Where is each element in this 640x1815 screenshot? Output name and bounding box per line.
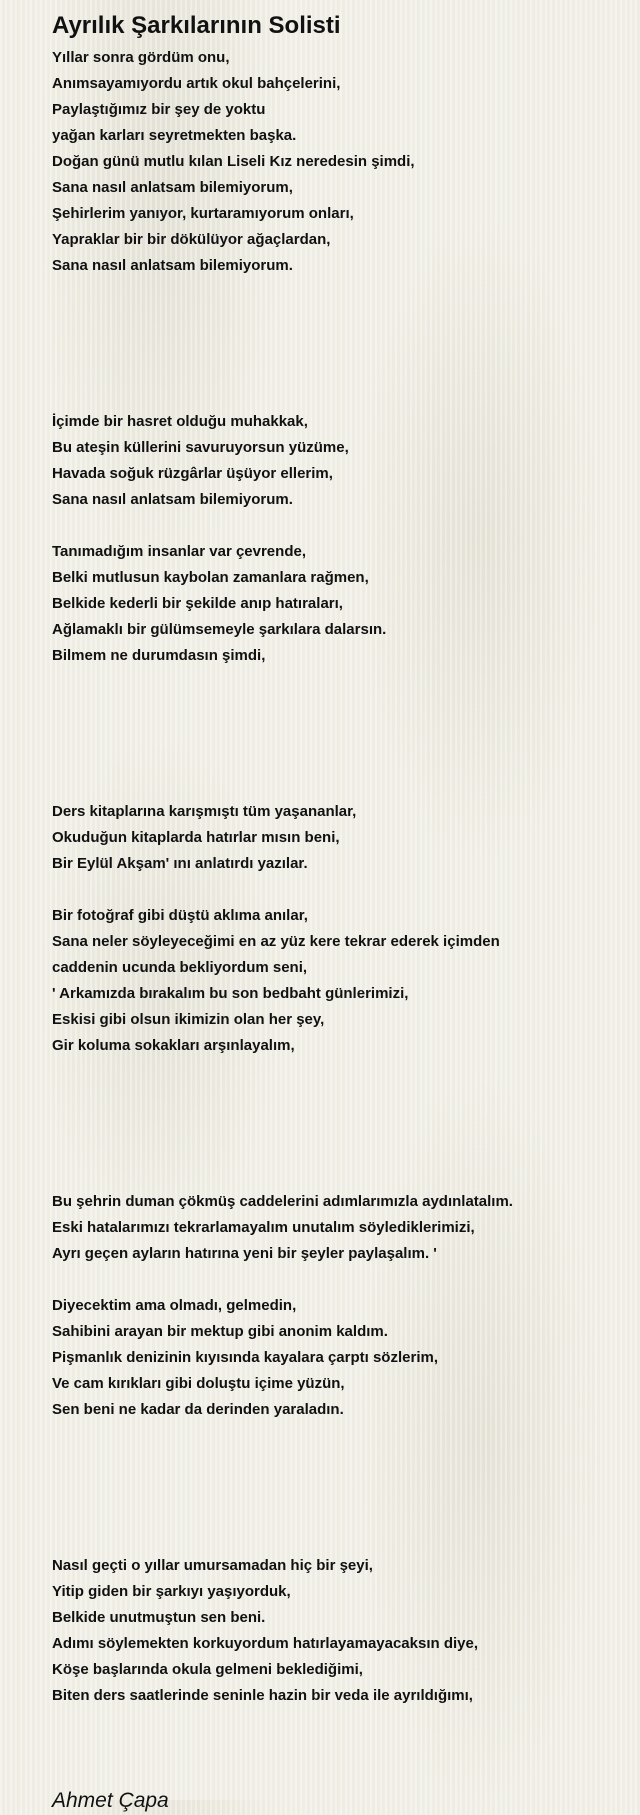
stanza (52, 799, 632, 877)
poem-line: Yıllar sonra gördüm onu, (52, 49, 230, 66)
stanza (52, 903, 632, 1059)
poem-line: Bir Eylül Akşam' ını anlatırdı yazılar. (52, 855, 308, 872)
poem-line: Eski hatalarımızı tekrarlamayalım unutalım söylediklerimizi, (52, 1219, 475, 1236)
poem-line: Sahibini arayan bir mektup gibi anonim kaldım. (52, 1323, 388, 1340)
poem-line: Paylaştığımız bir şey de yoktu (52, 101, 266, 118)
poem-line: Yapraklar bir bir dökülüyor ağaçlardan, (52, 231, 331, 248)
stanza-spacer (52, 669, 632, 799)
stanza-spacer (52, 513, 632, 539)
poem-line: Belki mutlusun kaybolan zamanlara rağmen, (52, 569, 369, 586)
poem-line: Okuduğun kitaplarda hatırlar mısın beni, (52, 829, 340, 846)
stanza (52, 539, 632, 669)
poem-line: İçimde bir hasret olduğu muhakkak, (52, 413, 308, 430)
poem-line: Sen beni ne kadar da derinden yaraladın. (52, 1401, 344, 1418)
stanza (52, 45, 632, 279)
poem-line: Bu şehrin duman çökmüş caddelerini adımlarımızla aydınlatalım. (52, 1193, 513, 1210)
poem-line: Belkide unutmuştun sen beni. (52, 1609, 266, 1626)
poem-line: caddenin ucunda bekliyordum seni, (52, 959, 308, 976)
stanza-spacer (52, 1423, 632, 1553)
stanza (52, 1293, 632, 1423)
stanza-spacer (52, 877, 632, 903)
stanza (52, 1189, 632, 1267)
stanza-spacer (52, 1059, 632, 1189)
stanza-spacer (52, 279, 632, 409)
stanza-spacer (52, 1709, 632, 1787)
poem-page (52, 10, 632, 1815)
poem-line: Bu ateşin küllerini savuruyorsun yüzüme, (52, 439, 349, 456)
poem-line: Ders kitaplarına karışmıştı tüm yaşananlar, (52, 803, 357, 820)
poem-line: Nasıl geçti o yıllar umursamadan hiç bir şeyi, (52, 1557, 373, 1574)
stanza (52, 1553, 632, 1709)
poem-line: Sana neler söyleyeceğimi en az yüz kere tekrar ederek içimden (52, 933, 500, 950)
poem-line: Adımı söylemekten korkuyordum hatırlayamayacaksın diye, (52, 1635, 479, 1652)
poem-line: Ayrı geçen ayların hatırına yeni bir şeyler paylaşalım. ' (52, 1245, 437, 1262)
poem-line: Şehirlerim yanıyor, kurtaramıyorum onları, (52, 205, 354, 222)
poem-line: ' Arkamızda bırakalım bu son bedbaht günlerimizi, (52, 985, 409, 1002)
poem-line: Ve cam kırıkları gibi doluştu içime yüzün, (52, 1375, 345, 1392)
poem-line: Sana nasıl anlatsam bilemiyorum. (52, 257, 293, 274)
poem-line: Ağlamaklı bir gülümsemeyle şarkılara dalarsın. (52, 621, 387, 638)
poem-line: Gir koluma sokakları arşınlayalım, (52, 1037, 295, 1054)
stanza-spacer (52, 1267, 632, 1293)
poem-line: Belkide kederli bir şekilde anıp hatıraları, (52, 595, 343, 612)
poem-line: Köşe başlarında okula gelmeni beklediğimi, (52, 1661, 363, 1678)
poem-line: Eskisi gibi olsun ikimizin olan her şey, (52, 1011, 325, 1028)
poem-line: Bir fotoğraf gibi düştü aklıma anılar, (52, 907, 308, 924)
poem-line: Sana nasıl anlatsam bilemiyorum, (52, 179, 293, 196)
poem-line: Biten ders saatlerinde seninle hazin bir veda ile ayrıldığımı, (52, 1687, 473, 1704)
poem-line: Anımsayamıyordu artık okul bahçelerini, (52, 75, 341, 92)
poem-line: Diyecektim ama olmadı, gelmedin, (52, 1297, 297, 1314)
poem-line: Bilmem ne durumdasın şimdi, (52, 647, 266, 664)
stanza (52, 409, 632, 513)
poem-line: Doğan günü mutlu kılan Liseli Kız neredesin şimdi, (52, 153, 415, 170)
poem-line: Pişmanlık denizinin kıyısında kayalara çarptı sözlerim, (52, 1349, 438, 1366)
poem-title: Ayrılık Şarkılarının Solisti (52, 12, 341, 39)
poem-line: Tanımadığım insanlar var çevrende, (52, 543, 306, 560)
poem-line: Havada soğuk rüzgârlar üşüyor ellerim, (52, 465, 333, 482)
poem-line: yağan karları seyretmekten başka. (52, 127, 297, 144)
poem-line: Sana nasıl anlatsam bilemiyorum. (52, 491, 293, 508)
poem-author: Ahmet Çapa (52, 1789, 169, 1812)
poem-line: Yitip giden bir şarkıyı yaşıyorduk, (52, 1583, 291, 1600)
